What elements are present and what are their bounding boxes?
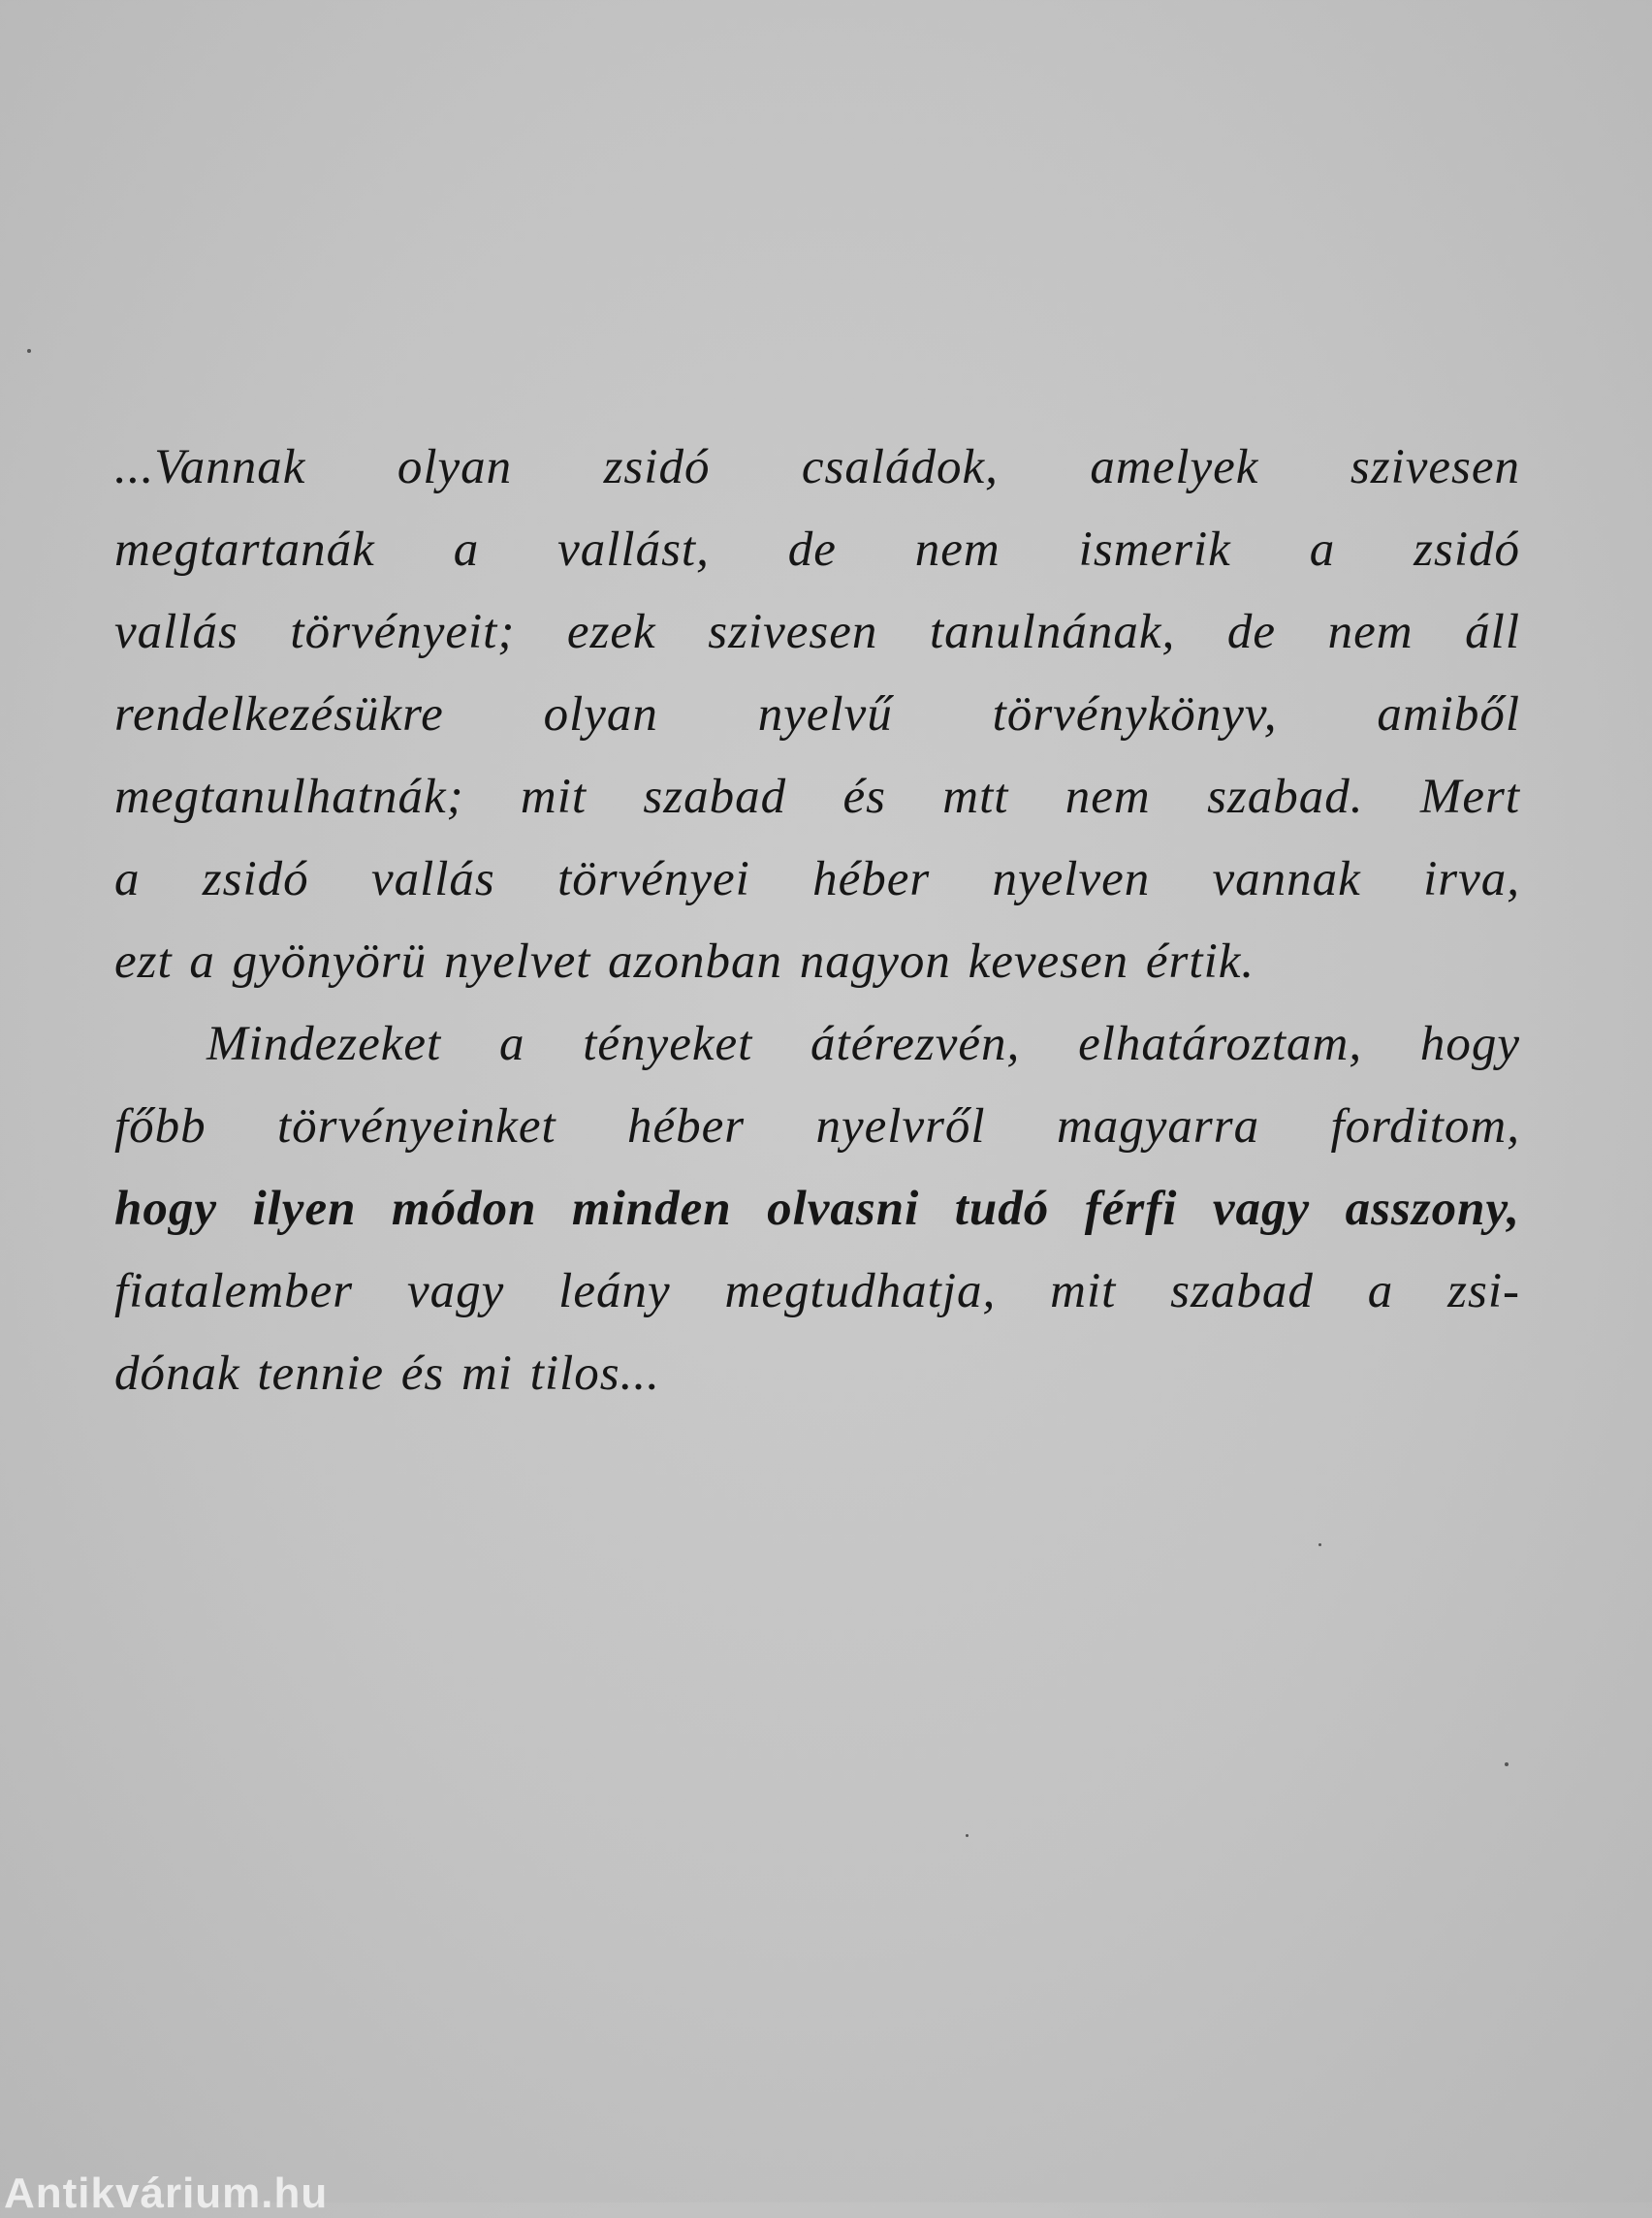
- text-line: Mindezeket a tényeket átérezvén, elhatároztam, hogy: [206, 1017, 1520, 1071]
- text-line: rendelkezésükre olyan nyelvű törvénykönyv, amiből: [114, 687, 1520, 742]
- text-line: fiatalember vagy leány megtudhatja, mit szabad a zsi-: [114, 1264, 1520, 1318]
- text-line: vallás törvényeit; ezek szivesen tanulnának, de nem áll: [114, 605, 1520, 659]
- text-line: megtanulhatnák; mit szabad és mtt nem szabad. Mert: [114, 770, 1520, 824]
- text-line: a zsidó vallás törvényei héber nyelven vannak irva,: [114, 852, 1520, 906]
- paper-speck: [1505, 1762, 1509, 1766]
- text-line: főbb törvényeinket héber nyelvről magyarra forditom,: [114, 1099, 1520, 1154]
- quoted-text: [114, 427, 1520, 1415]
- text-line: dónak tennie és mi tilos...: [114, 1347, 660, 1401]
- text-line: ...Vannak olyan zsidó családok, amelyek szivesen: [114, 440, 1520, 494]
- text-line: ezt a gyönyörü nyelvet azonban nagyon kevesen értik.: [114, 935, 1255, 989]
- paper-speck: [1318, 1543, 1321, 1546]
- paper-speck: [966, 1834, 969, 1837]
- text-line: megtartanák a vallást, de nem ismerik a zsidó: [114, 523, 1520, 577]
- watermark-text: Antikvárium.hu: [4, 2170, 329, 2217]
- paper-speck: [27, 349, 31, 353]
- text-line: hogy ilyen módon minden olvasni tudó férfi vagy asszony,: [114, 1182, 1520, 1236]
